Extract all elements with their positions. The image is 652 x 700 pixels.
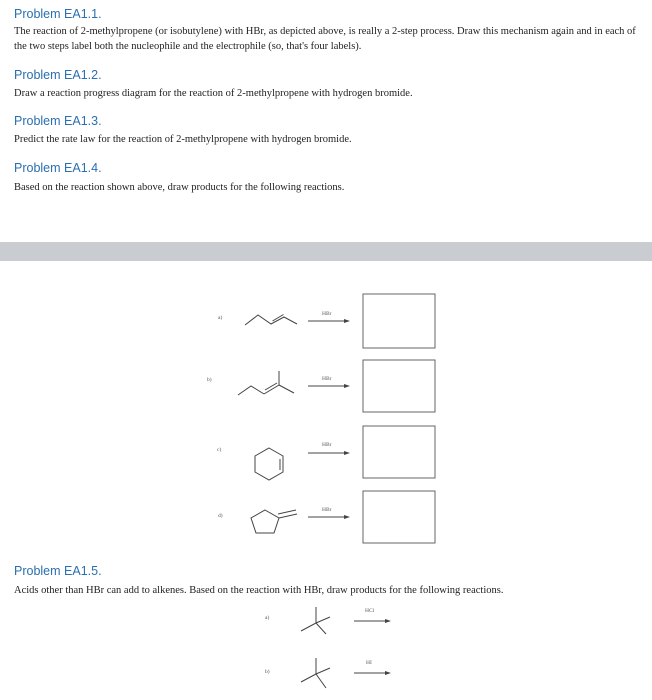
- reaction-label-d: d): [218, 513, 223, 519]
- ea1-4-reaction-figure: [0, 270, 652, 560]
- divider-band: [0, 242, 652, 261]
- problem-ea1-4-title: Problem EA1.4.: [14, 161, 102, 175]
- reaction-label-c: c): [217, 447, 222, 453]
- alkene-d-structure: [251, 510, 297, 533]
- problem-ea1-4-text: Based on the reaction shown above, draw products for the following reactions.: [14, 182, 345, 193]
- alkene-b-structure: [238, 371, 294, 395]
- reaction-label-ea15-a: a): [265, 615, 270, 621]
- problem-ea1-5-text: Acids other than HBr can add to alkenes. Based on the reaction with HBr, draw products for the following reactions.: [14, 585, 504, 596]
- reagent-label-a: HBr: [322, 311, 332, 317]
- reaction-label-ea15-b: b): [265, 669, 270, 675]
- ea1-5-reaction-figure: [0, 600, 652, 700]
- reagent-label-c: HBr: [322, 442, 332, 448]
- problem-ea1-3-text: Predict the rate law for the reaction of 2-methylpropene with hydrogen bromide.: [14, 134, 352, 145]
- reagent-label-d: HBr: [322, 507, 332, 513]
- answer-box-d[interactable]: [363, 491, 435, 543]
- alkene-c-structure: [255, 448, 283, 480]
- answer-box-b[interactable]: [363, 360, 435, 412]
- alkene-ea15-b-structure: [301, 658, 330, 688]
- reagent-label-b: HBr: [322, 376, 332, 382]
- reagent-label-ea15-a: HCl: [365, 608, 375, 614]
- problem-ea1-1-title: Problem EA1.1.: [14, 7, 102, 21]
- problem-ea1-2-text: Draw a reaction progress diagram for the reaction of 2-methylpropene with hydrogen bromide.: [14, 88, 413, 99]
- reagent-label-ea15-b: HI: [366, 660, 372, 666]
- problem-ea1-1-text: The reaction of 2-methylpropene (or isobutylene) with HBr, as depicted above, is really a 2-step process. Draw this mechanism again and in each of the two steps label both the nucleophile and the electrophile (so, that's four labels).: [14, 26, 636, 52]
- reaction-label-a: a): [218, 315, 223, 321]
- alkene-ea15-a-structure: [301, 607, 330, 634]
- answer-box-a[interactable]: [363, 294, 435, 348]
- answer-box-c[interactable]: [363, 426, 435, 478]
- alkene-a-structure: [245, 315, 297, 325]
- problem-ea1-5-title: Problem EA1.5.: [14, 564, 102, 578]
- reaction-label-b: b): [207, 377, 212, 383]
- problem-ea1-2-title: Problem EA1.2.: [14, 68, 102, 82]
- problem-ea1-3-title: Problem EA1.3.: [14, 114, 102, 128]
